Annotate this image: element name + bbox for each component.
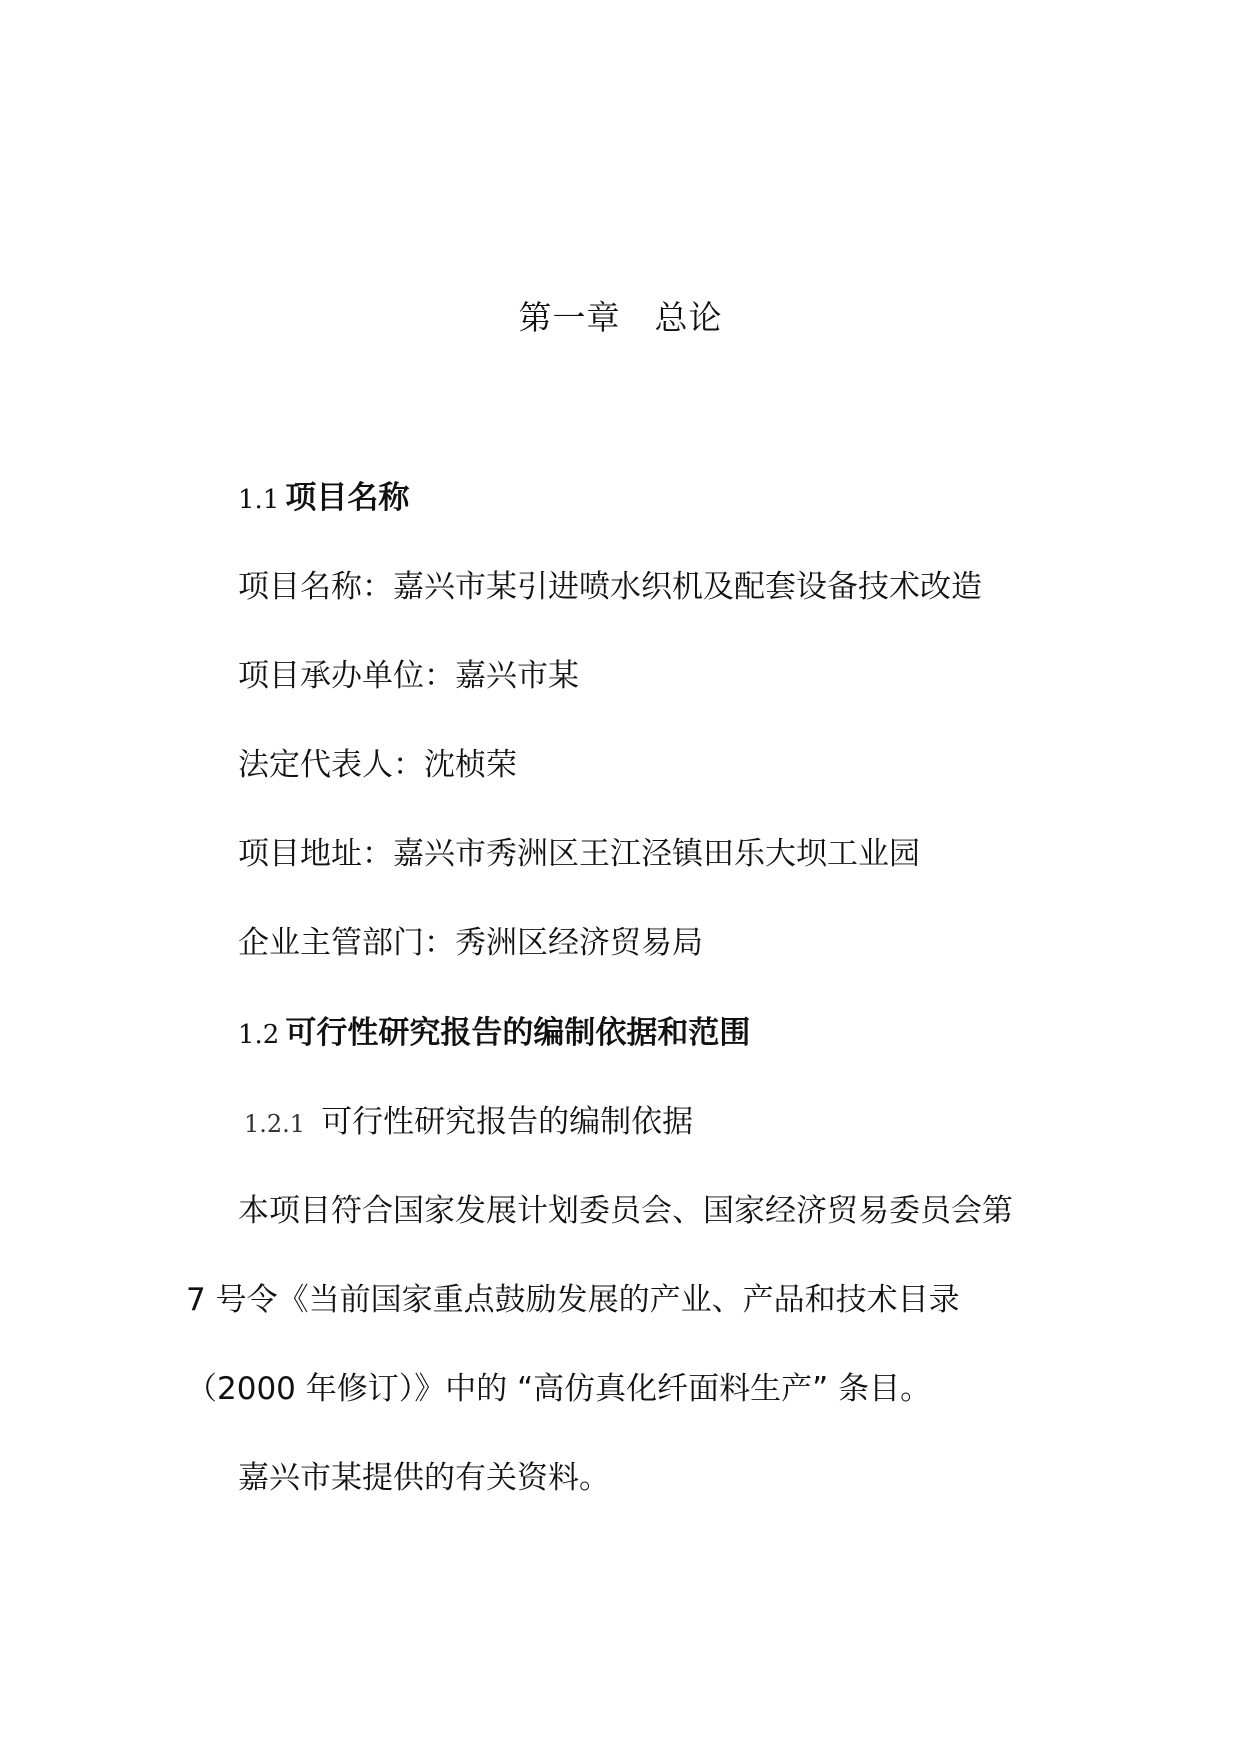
field-label: 项目地址： <box>238 836 393 872</box>
paragraph-line: 本项目符合国家发展计划委员会、国家经济贸易委员会第 <box>238 1193 1013 1229</box>
subsection-heading-1-2-1 <box>244 1102 693 1144</box>
section-title: 可行性研究报告的编制依据和范围 <box>285 1015 751 1051</box>
field-label: 法定代表人： <box>238 747 424 783</box>
field-label: 企业主管部门： <box>238 925 455 961</box>
section-heading-1-1 <box>238 478 409 520</box>
field-supervising-department <box>238 923 703 963</box>
field-value: 嘉兴市某 <box>455 658 579 694</box>
field-value: 沈桢荣 <box>424 747 517 783</box>
section-number: 1.1 <box>238 485 280 515</box>
chapter-name: 总论 <box>654 298 723 337</box>
subsection-number: 1.2.1 <box>244 1110 306 1138</box>
paragraph-line: 7 号令《当前国家重点鼓励发展的产业、产品和技术目录 <box>186 1282 960 1318</box>
field-value: 嘉兴市秀洲区王江泾镇田乐大坝工业园 <box>393 836 920 872</box>
field-project-address <box>238 834 920 874</box>
paragraph-line: （2000 年修订）》中的 “高仿真化纤面料生产” 条目。 <box>186 1371 932 1407</box>
field-undertaking-unit <box>238 656 579 696</box>
chapter-label: 第一章 <box>518 298 621 337</box>
field-project-name <box>238 567 982 607</box>
field-legal-representative <box>238 745 517 785</box>
section-heading-1-2 <box>238 1013 750 1055</box>
field-value: 秀洲区经济贸易局 <box>455 925 703 961</box>
paragraph-line: 嘉兴市某提供的有关资料。 <box>238 1460 610 1496</box>
subsection-title: 可行性研究报告的编制依据 <box>321 1104 694 1140</box>
section-number: 1.2 <box>238 1020 280 1050</box>
chapter-title <box>0 298 1241 338</box>
field-label: 项目承办单位： <box>238 658 455 694</box>
section-title: 项目名称 <box>285 480 410 516</box>
field-value: 嘉兴市某引进喷水织机及配套设备技术改造 <box>393 569 982 605</box>
field-label: 项目名称： <box>238 569 393 605</box>
